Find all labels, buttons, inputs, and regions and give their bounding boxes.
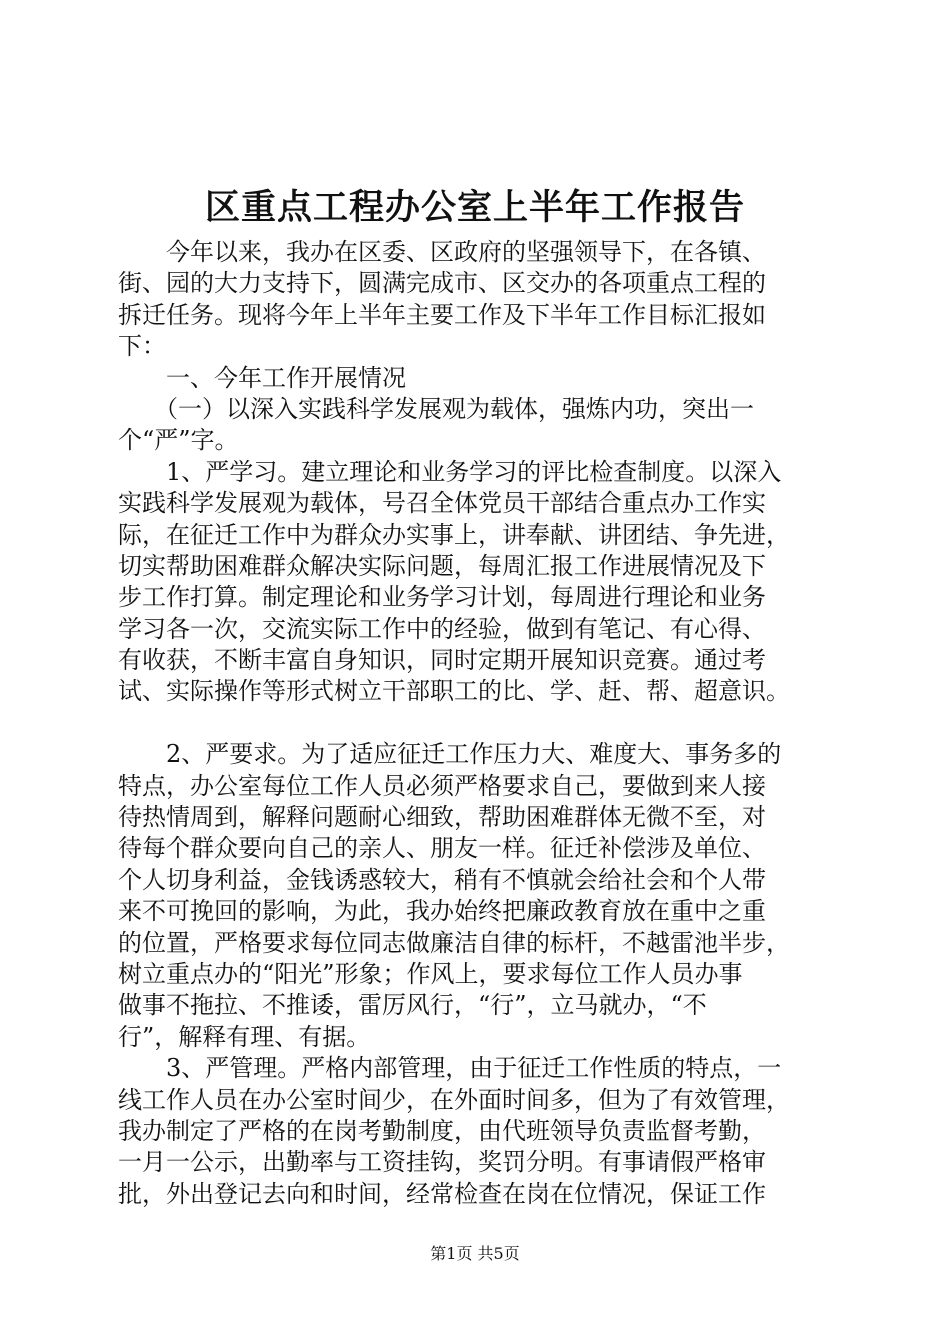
text-line: 待热情周到，解释问题耐心细致，帮助困难群体无微不至，对 — [118, 803, 766, 832]
text-line: 我办制定了严格的在岗考勤制度，由代班领导负责监督考勤， — [118, 1116, 766, 1145]
text-line: （一）以深入实践科学发展观为载体，强炼内功，突出一 — [118, 394, 754, 423]
document-body — [118, 237, 830, 1210]
text-line: 试、实际操作等形式树立干部职工的比、学、赶、帮、超意识。 — [118, 677, 790, 706]
text-line: 做事不拖拉、不推诿，雷厉风行，“行”，立马就办，“不 — [118, 991, 707, 1020]
blank-line — [118, 708, 830, 739]
text-line: 街、园的大力支持下，圆满完成市、区交办的各项重点工程的 — [118, 269, 766, 298]
text-line: 个人切身利益，金钱诱惑较大，稍有不慎就会给社会和个人带 — [118, 865, 766, 894]
text-line: 批，外出登记去向和时间，经常检查在岗在位情况，保证工作 — [118, 1179, 766, 1208]
text-line: 2、严要求。为了适应征迁工作压力大、难度大、事务多的 — [118, 740, 782, 769]
text-line: 实践科学发展观为载体，号召全体党员干部结合重点办工作实 — [118, 489, 766, 518]
text-line: 树立重点办的“阳光”形象；作风上，要求每位工作人员办事 — [118, 959, 743, 988]
text-line: 今年以来，我办在区委、区政府的坚强领导下，在各镇、 — [118, 238, 766, 266]
text-line: 待每个群众要向自己的亲人、朋友一样。征迁补偿涉及单位、 — [118, 834, 766, 863]
text-line: 特点，办公室每位工作人员必须严格要求自己，要做到来人接 — [118, 771, 766, 800]
text-line: 3、严管理。严格内部管理，由于征迁工作性质的特点，一 — [118, 1054, 782, 1083]
text-line: 步工作打算。制定理论和业务学习计划，每周进行理论和业务 — [118, 583, 766, 612]
text-line: 一、今年工作开展情况 — [118, 363, 406, 392]
text-line: 有收获，不断丰富自身知识，同时定期开展知识竞赛。通过考 — [118, 646, 766, 675]
text-line: 来不可挽回的影响，为此，我办始终把廉政教育放在重中之重 — [118, 897, 766, 926]
text-line: 际，在征迁工作中为群众办实事上，讲奉献、讲团结、争先进， — [118, 520, 790, 549]
text-line: 行”，解释有理、有据。 — [118, 1022, 371, 1051]
page-footer: 第1页 共5页 — [430, 1244, 520, 1263]
text-line: 下： — [118, 332, 166, 361]
text-line: 学习各一次，交流实际工作中的经验，做到有笔记、有心得、 — [118, 614, 766, 643]
text-line: 切实帮助困难群众解决实际问题，每周汇报工作进展情况及下 — [118, 551, 766, 580]
text-line: 线工作人员在办公室时间少，在外面时间多，但为了有效管理， — [118, 1085, 790, 1114]
text-line: 1、严学习。建立理论和业务学习的评比检查制度。以深入 — [118, 457, 782, 486]
document-title: 区重点工程办公室上半年工作报告 — [204, 187, 745, 228]
text-line: 拆迁任务。现将今年上半年主要工作及下半年工作目标汇报如 — [118, 300, 766, 329]
text-line: 个“严”字。 — [118, 426, 239, 455]
text-line: 一月一公示，出勤率与工资挂钩，奖罚分明。有事请假严格审 — [118, 1148, 766, 1177]
text-line: 的位置，严格要求每位同志做廉洁自律的标杆，不越雷池半步， — [118, 928, 790, 957]
